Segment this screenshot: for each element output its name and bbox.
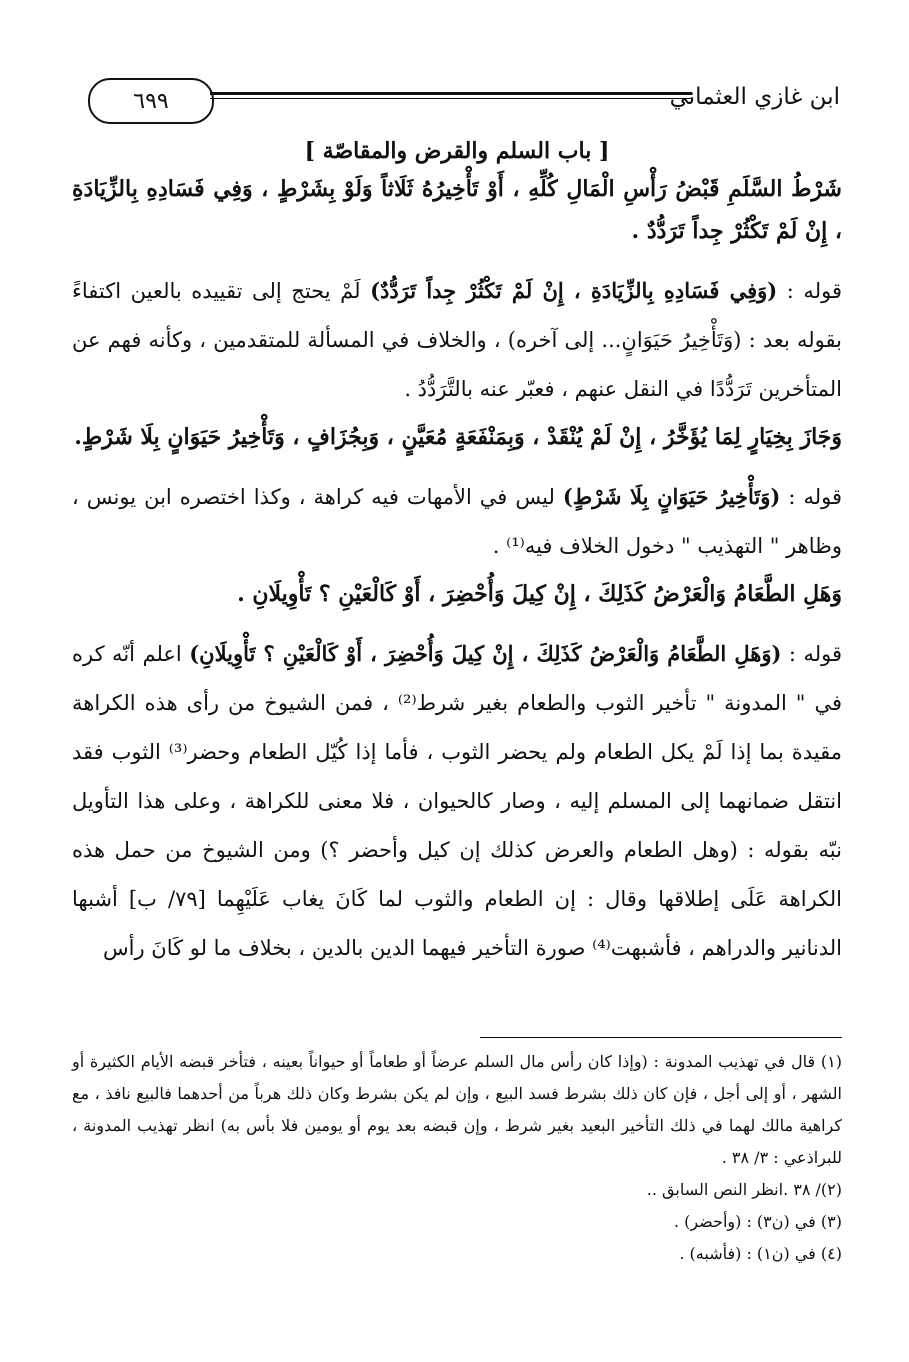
commentary-text: ليس في الأمهات فيه كراهة ، وكذا اختصره ابن يونس ، وظاهر " التهذيب " دخول الخلاف فيه⁽¹⁾ .: [72, 485, 842, 558]
footnote: (١) قال في تهذيب المدونة : (وإذا كان رأس مال السلم عرضاً أو طعاماً أو حيواناً بعينه ، فتأخر قبضه الأيام الكثيرة أو الشهر ، أو إلى أجل ، فإن كان ذلك بشرط فسد البيع ، وإن لم يكن بشرط وكان ذلك هرباً من أحدهما فالبيع نافذ ، مع كراهية مالك لهما في ذلك التأخير البعيد بغير شرط ، وإن قبضه بعد يوم أو يومين فلا بأس به) انظر تهذيب المدونة ، للبراذعي : ٣/ ٣٨ .: [72, 1052, 843, 1167]
running-title: ابن غازي العثماني: [669, 84, 840, 110]
matn-paragraph: شَرْطُ السَّلَمِ قَبْضُ رَأْسِ الْمَالِ كُلِّهِ ، أَوْ تَأْخِيرُهُ ثَلَاثاً وَلَوْ بِشَرْطٍ ، وَفِي فَسَادِهِ بِالزِّيَادَةِ ، إِنْ لَمْ تَكْثُرْ جِداً تَرَدُّدٌ .: [72, 176, 842, 244]
commentary-paragraph: [72, 266, 842, 414]
section-title: [ باب السلم والقرض والمقاصّة ]: [304, 138, 610, 164]
matn-paragraph: وَهَلِ الطَّعَامُ وَالْعَرْضُ كَذَلِكَ ، إِنْ كِيلَ وَأُحْضِرَ ، أَوْ كَالْعَيْنِ ؟ تَأْوِيلَانِ .: [237, 581, 842, 607]
page-header: [70, 72, 840, 122]
quoted-matn: (وَهَلِ الطَّعَامُ وَالْعَرْضُ كَذَلِكَ ، إِنْ كِيلَ وَأُحْضِرَ ، أَوْ كَالْعَيْنِ ؟ تَأْوِيلَانِ): [189, 641, 782, 666]
commentary-lead: قوله :: [777, 279, 842, 303]
commentary-lead: قوله :: [780, 485, 842, 509]
commentary-paragraph: [72, 629, 842, 973]
commentary-lead: قوله :: [781, 642, 842, 666]
quoted-matn: (وَتَأْخِيرُ حَيَوَانٍ بِلَا شَرْطٍ): [562, 484, 781, 509]
quoted-matn: (وَفِي فَسَادِهِ بِالزِّيَادَةِ ، إِنْ لَمْ تَكْثُرْ جِداً تَرَدُّدٌ): [370, 278, 778, 303]
footnotes: [72, 1046, 842, 1270]
page-number: ٦٩٩: [88, 78, 214, 124]
footnote: (٢)/ ٣٨ .انظر النص السابق ..: [646, 1180, 842, 1199]
footnote: (٤) في (ن١) : (فأشبه) .: [679, 1244, 842, 1263]
commentary-text: اعلم أنّه كره في " المدونة " تأخير الثوب والطعام بغير شرط⁽²⁾ ، فمن الشيوخ من رأى هذه الكراهة مقيدة بما إذا لَمْ يكل الطعام ولم يحضر الثوب ، فأما إذا كُيّل الطعام وحضر⁽³⁾ الثوب فقد انتقل ضمانهما إلى المسلم إليه ، وصار كالحيوان ، فلا معنى للكراهة ، وعلى هذا التأويل نبّه بقوله : (وهل الطعام والعرض كذلك إن كيل وأحضر ؟) ومن الشيوخ من حمل هذه الكراهة عَلَى إطلاقها وقال : إن الطعام والثوب لما كَانَ يغاب عَلَيْهِما [٧٩/ ب] أشبها الدنانير والدراهم ، فأشبهت⁽⁴⁾ صورة التأخير فيهما الدين بالدين ، بخلاف ما لو كَانَ رأس: [72, 642, 842, 960]
matn-paragraph: وَجَازَ بِخِيَارٍ لِمَا يُؤَخَّرُ ، إِنْ لَمْ يُنْقَدْ ، وَبِمَنْفَعَةٍ مُعَيَّنٍ ، وَبِجُزَافٍ ، وَتَأْخِيرُ حَيَوَانٍ بِلَا شَرْطٍ.: [74, 424, 842, 450]
footnote: (٣) في (ن٣) : (وأحضر) .: [673, 1212, 842, 1231]
commentary-paragraph: [72, 472, 842, 571]
footnote-separator: [480, 1037, 842, 1038]
commentary-text: لَمْ يحتج إلى تقييده بالعين اكتفاءً بقوله بعد : (وَتَأْخِيرُ حَيَوَانٍ... إلى آخره) ، والخلاف في المسألة للمتقدمين ، وكأنه فهم عن المتأخرين تَرَدُّدًا في النقل عنهم ، فعبّر عنه بالتَّرَدُّدُ .: [72, 279, 842, 401]
header-rule-thin: [210, 98, 692, 99]
page-body: [72, 130, 842, 973]
header-rule: [210, 92, 692, 95]
